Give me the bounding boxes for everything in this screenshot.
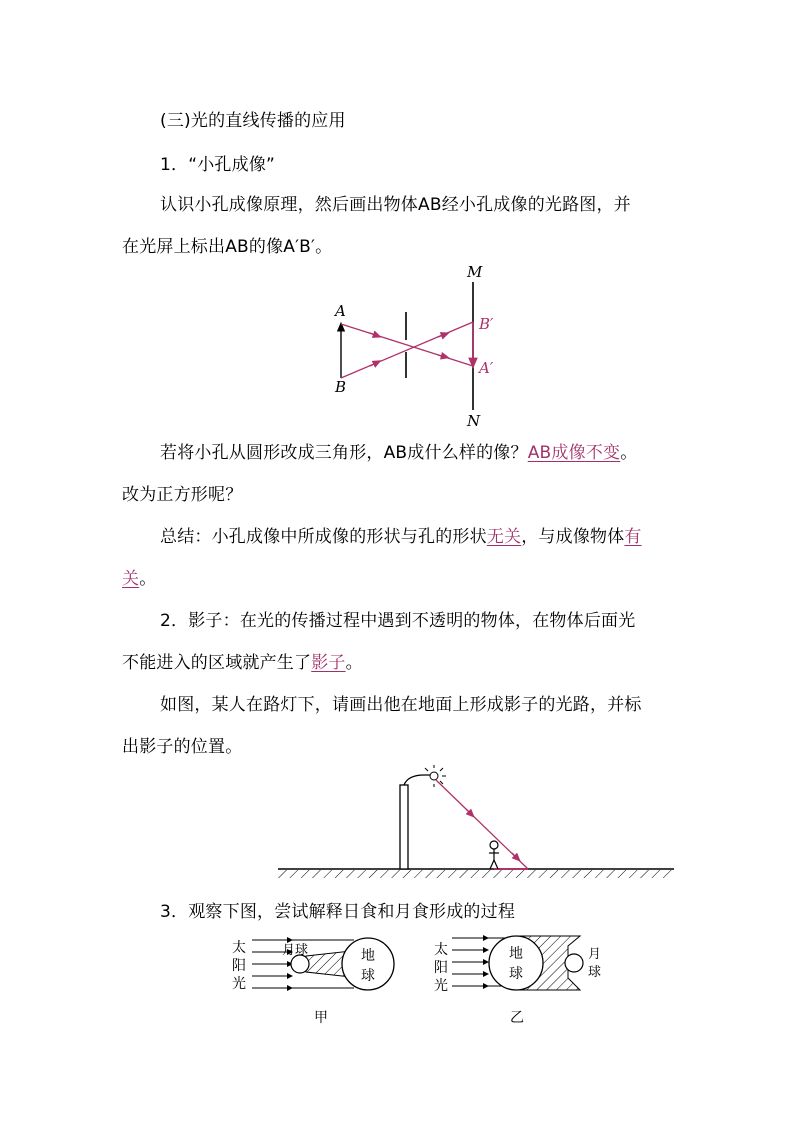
- sun-label-right-3: 光: [434, 978, 448, 994]
- sun-label-2: 阳: [232, 958, 246, 974]
- label-n: N: [467, 412, 481, 430]
- item3-title: 3．观察下图，尝试解释日食和月食形成的过程: [160, 902, 516, 922]
- label-b-image: B′: [479, 315, 494, 333]
- solar-eclipse-figure: [232, 938, 394, 1026]
- item1-title: 1．“小孔成像”: [160, 155, 276, 175]
- summary-line1: [160, 522, 642, 547]
- question1-line: [160, 438, 637, 463]
- item2-end: 。: [345, 653, 363, 673]
- lamp-arm: [404, 775, 430, 785]
- lunar-eclipse-figure: [434, 936, 601, 1026]
- moon-label: 月球: [282, 943, 309, 958]
- item2-answer: 影子: [311, 653, 346, 673]
- ray-a-arrow1: [370, 333, 378, 336]
- summary-end: 。: [139, 569, 157, 589]
- sun-label-right-2: 阳: [434, 960, 448, 976]
- ground-hatch: [278, 870, 674, 878]
- summary-answer1: 无关: [486, 527, 522, 547]
- lamp-pole: [400, 785, 408, 869]
- earth-label-right-1: 地: [509, 946, 523, 962]
- light-ray-arrow2: [512, 853, 518, 859]
- question1-end: 。: [620, 443, 638, 463]
- label-m: M: [467, 263, 483, 281]
- item2-question-line1: 如图，某人在路灯下，请画出他在地面上形成影子的光路，并标: [160, 695, 642, 715]
- eclipse-diagram: [220, 930, 620, 1030]
- ray-b-arrow1: [370, 362, 378, 366]
- light-ray-arrow1: [466, 809, 472, 815]
- summary-mid: ，与成像物体: [521, 527, 625, 547]
- question1-answer: AB成像不变: [527, 443, 621, 463]
- moon-label-right-2: 球: [588, 965, 602, 980]
- moon-circle-right: [565, 954, 583, 972]
- item2-line2: [122, 648, 363, 673]
- lamp-bulb-icon: [430, 772, 438, 780]
- item2-text: 不能进入的区域就产生了: [122, 653, 312, 673]
- summary-answer2b: 关: [122, 569, 140, 589]
- question1-text: 若将小孔从圆形改成三角形，AB成什么样的像？: [160, 443, 528, 463]
- sun-label-3: 光: [232, 976, 246, 992]
- item2-line1: 2．影子：在光的传播过程中遇到不透明的物体，在物体后面光: [160, 611, 636, 631]
- earth-label-1: 地: [361, 948, 375, 964]
- summary-answer2a: 有: [624, 527, 642, 547]
- summary-prefix: 总结：小孔成像中所成像的形状与孔的形状: [160, 527, 487, 547]
- earth-label-right-2: 球: [509, 966, 523, 982]
- streetlamp-diagram: [278, 765, 678, 880]
- earth-label-2: 球: [361, 968, 375, 984]
- item2-question-line2: 出影子的位置。: [122, 737, 243, 757]
- pinhole-diagram: [320, 260, 520, 430]
- section-title: (三)光的直线传播的应用: [160, 111, 346, 131]
- label-b: B: [335, 378, 347, 396]
- moon-label-right-1: 月: [588, 947, 602, 962]
- sun-label-1: 太: [232, 940, 246, 956]
- label-a: A: [335, 302, 346, 320]
- summary-line2: [122, 564, 156, 589]
- label-a-image: A′: [479, 359, 494, 377]
- sun-label-right-1: 太: [434, 942, 448, 958]
- person-icon: [489, 841, 499, 869]
- caption-right: 乙: [510, 1010, 524, 1026]
- caption-left: 甲: [314, 1010, 328, 1026]
- item1-text-line2: 在光屏上标出AB的像A′B′。: [122, 237, 333, 257]
- question2-line: 改为正方形呢？: [122, 485, 243, 505]
- item1-text-line1: 认识小孔成像原理，然后画出物体AB经小孔成像的光路图，并: [160, 195, 631, 215]
